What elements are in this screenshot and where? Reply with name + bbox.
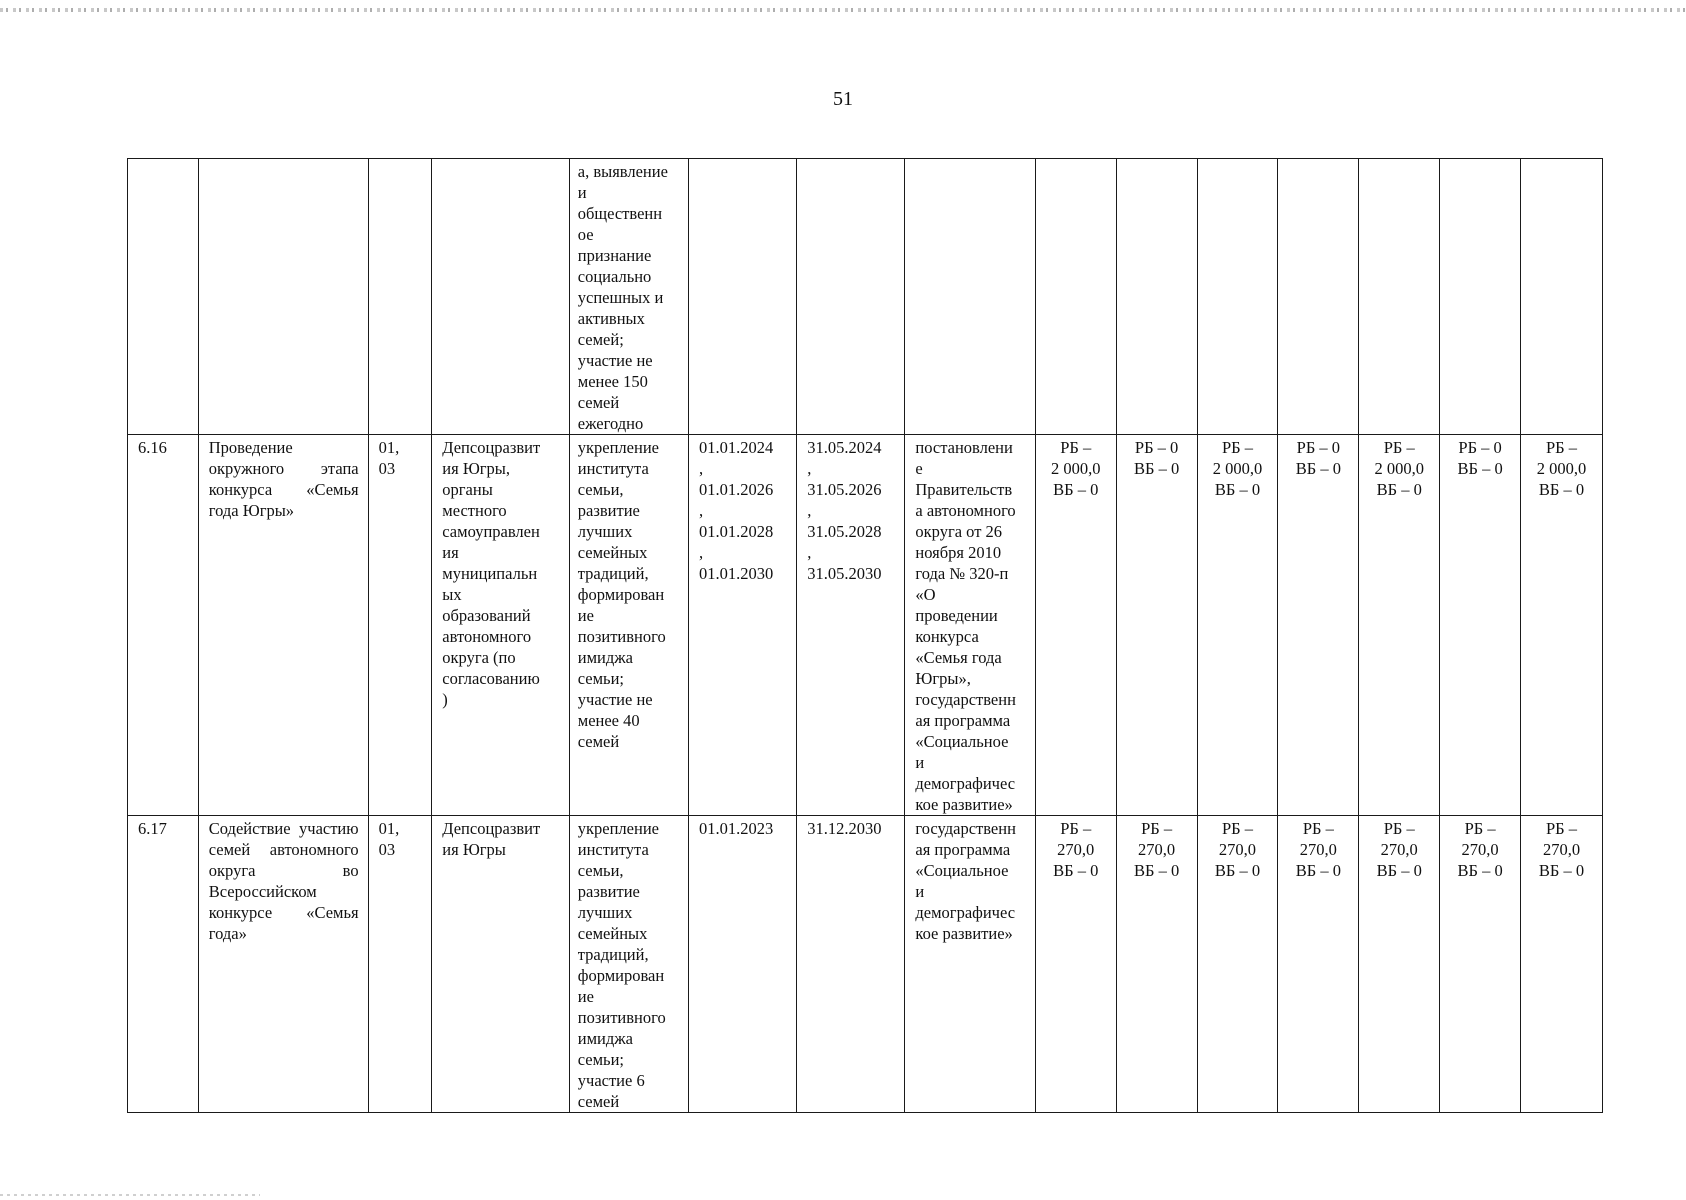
cell-funding-6: РБ – 0 ВБ – 0 xyxy=(1440,435,1521,816)
table-row-continuation xyxy=(128,159,1603,435)
cell-start-date xyxy=(689,159,797,435)
cell-num: 6.16 xyxy=(128,435,199,816)
cell-funding-1: РБ – 270,0 ВБ – 0 xyxy=(1035,816,1116,1113)
cell-name: Проведение окружного этапа конкурса «Семья года Югры» xyxy=(198,435,368,816)
cell-tasks: 01, 03 xyxy=(368,435,432,816)
cell-result: а, выявление и общественн ое признание социально успешных и активных семей; участие не менее 150 семей ежегодно xyxy=(569,159,688,435)
cell-name: Содействие участию семей автономного округа во Всероссийском конкурсе «Семья года» xyxy=(198,816,368,1113)
cell-funding-1 xyxy=(1035,159,1116,435)
table-row-6-17 xyxy=(128,816,1603,1113)
cell-end-date xyxy=(797,159,905,435)
cell-end-date: 31.12.2030 xyxy=(797,816,905,1113)
scan-edge-bottom xyxy=(0,1194,260,1196)
cell-basis: постановлени е Правительств а автономного округа от 26 ноября 2010 года № 320-п «О проведении конкурса «Семья года Югры», государственн ая программа «Социальное и демографичес кое развитие» xyxy=(905,435,1035,816)
cell-funding-3: РБ – 2 000,0 ВБ – 0 xyxy=(1197,435,1278,816)
program-activities-table xyxy=(127,158,1603,1113)
cell-executor xyxy=(432,159,569,435)
cell-start-date: 01.01.2024 , 01.01.2026 , 01.01.2028 , 01.01.2030 xyxy=(689,435,797,816)
cell-funding-6: РБ – 270,0 ВБ – 0 xyxy=(1440,816,1521,1113)
cell-funding-4: РБ – 0 ВБ – 0 xyxy=(1278,435,1359,816)
cell-funding-3 xyxy=(1197,159,1278,435)
cell-funding-6 xyxy=(1440,159,1521,435)
page-number: 51 xyxy=(833,88,853,110)
cell-result: укрепление института семьи, развитие лучших семейных традиций, формирован ие позитивного имиджа семьи; участие 6 семей xyxy=(569,816,688,1113)
cell-result: укрепление института семьи, развитие лучших семейных традиций, формирован ие позитивного имиджа семьи; участие не менее 40 семей xyxy=(569,435,688,816)
cell-name xyxy=(198,159,368,435)
cell-funding-5 xyxy=(1359,159,1440,435)
cell-num: 6.17 xyxy=(128,816,199,1113)
cell-funding-2 xyxy=(1116,159,1197,435)
cell-tasks: 01, 03 xyxy=(368,816,432,1113)
cell-executor: Депсоцразвит ия Югры, органы местного самоуправлен ия муниципальн ых образований автономного округа (по согласованию ) xyxy=(432,435,569,816)
cell-tasks xyxy=(368,159,432,435)
cell-funding-2: РБ – 270,0 ВБ – 0 xyxy=(1116,816,1197,1113)
scan-edge-top xyxy=(0,8,1686,12)
cell-funding-5: РБ – 270,0 ВБ – 0 xyxy=(1359,816,1440,1113)
cell-funding-1: РБ – 2 000,0 ВБ – 0 xyxy=(1035,435,1116,816)
cell-funding-4 xyxy=(1278,159,1359,435)
cell-basis xyxy=(905,159,1035,435)
table-row-6-16 xyxy=(128,435,1603,816)
cell-basis: государственн ая программа «Социальное и демографичес кое развитие» xyxy=(905,816,1035,1113)
cell-funding-5: РБ – 2 000,0 ВБ – 0 xyxy=(1359,435,1440,816)
cell-funding-3: РБ – 270,0 ВБ – 0 xyxy=(1197,816,1278,1113)
cell-funding-7: РБ – 2 000,0 ВБ – 0 xyxy=(1521,435,1603,816)
cell-funding-4: РБ – 270,0 ВБ – 0 xyxy=(1278,816,1359,1113)
cell-start-date: 01.01.2023 xyxy=(689,816,797,1113)
cell-num xyxy=(128,159,199,435)
cell-end-date: 31.05.2024 , 31.05.2026 , 31.05.2028 , 31.05.2030 xyxy=(797,435,905,816)
cell-funding-7: РБ – 270,0 ВБ – 0 xyxy=(1521,816,1603,1113)
cell-funding-7 xyxy=(1521,159,1603,435)
cell-executor: Депсоцразвит ия Югры xyxy=(432,816,569,1113)
cell-funding-2: РБ – 0 ВБ – 0 xyxy=(1116,435,1197,816)
